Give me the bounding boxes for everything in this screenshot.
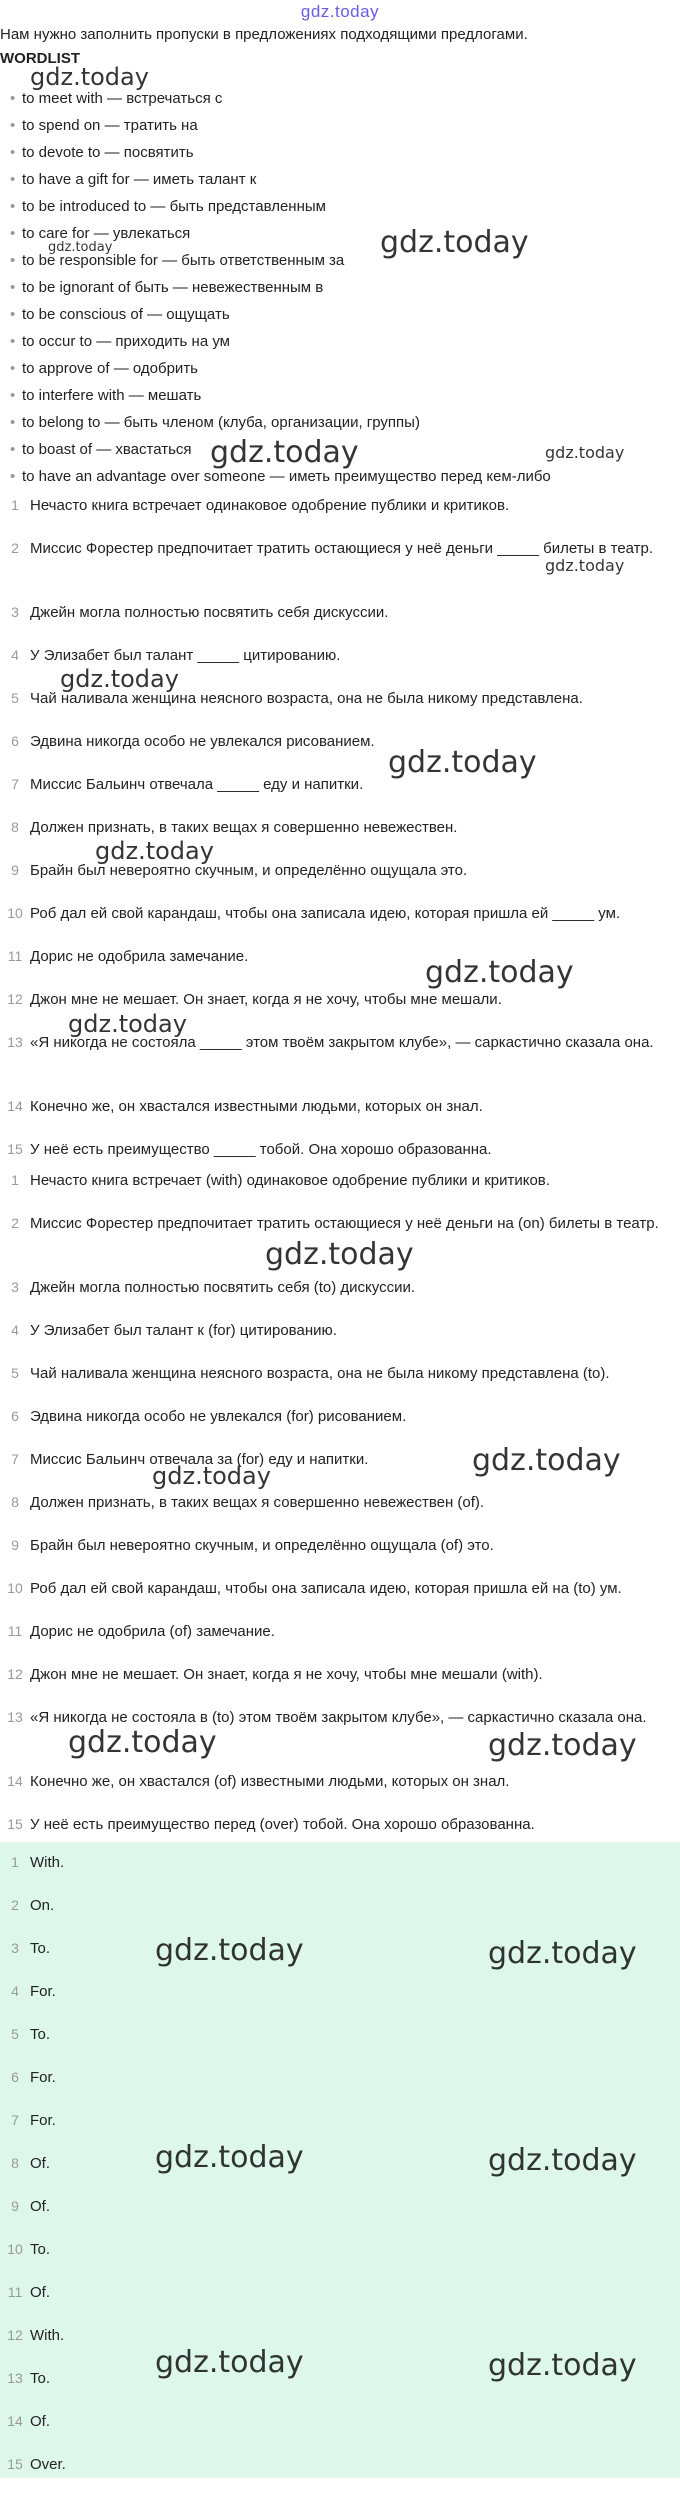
bullet-icon: • (10, 441, 16, 458)
watermark: gdz.today (545, 443, 625, 462)
watermark: gdz.today (488, 2348, 637, 2383)
wordlist-item: • to have an advantage over someone — иметь преимущество перед кем-либо (0, 463, 680, 490)
answer-item: 9 Of. (11, 2198, 51, 2215)
answer-item: 6 For. (11, 2069, 56, 2086)
bullet-icon: • (10, 387, 16, 404)
wordlist-item: • to boast of — хвастаться (0, 436, 680, 463)
answer-item: 7 For. (11, 2112, 56, 2129)
bullet-icon: • (10, 468, 16, 485)
watermark: gdz.today (68, 1725, 217, 1760)
bullet-icon: • (10, 225, 16, 242)
exercise-item: 12 Джон мне не мешает. Он знает, когда я не хочу, чтобы мне мешали. (7, 991, 502, 1008)
wordlist-item: • to have a gift for — иметь талант к (0, 166, 680, 193)
watermark: gdz.today (152, 1462, 271, 1490)
bullet-icon: • (10, 171, 16, 188)
bullet-icon: • (10, 252, 16, 269)
watermark: gdz.today (380, 225, 529, 260)
watermark: gdz.today (425, 955, 574, 990)
wordlist-item: • to meet with — встречаться с (0, 85, 680, 112)
bullet-icon: • (10, 198, 16, 215)
exercise-item: 10 Роб дал ей свой карандаш, чтобы она записала идею, которая пришла ей _____ ум. (7, 905, 621, 922)
wordlist-item: • to be responsible for — быть ответственным за (0, 247, 680, 274)
exercise-item: 8 Должен признать, в таких вещах я совершенно невежествен. (11, 819, 458, 836)
exercise-item: 14 Конечно же, он хвастался известными людьми, которых он знал. (7, 1098, 483, 1115)
watermark: gdz.today (68, 1010, 187, 1038)
filled-item: 10 Роб дал ей свой карандаш, чтобы она записала идею, которая пришла ей на (to) ум. (7, 1580, 622, 1597)
watermark: gdz.today (155, 1933, 304, 1968)
instruction-text: Нам нужно заполнить пропуски в предложениях подходящими предлогами. (0, 26, 528, 43)
bullet-icon: • (10, 333, 16, 350)
answer-item: 2 On. (11, 1897, 55, 1914)
filled-item: 11 Дорис не одобрила (of) замечание. (7, 1623, 275, 1640)
answer-item: 1 With. (11, 1854, 65, 1871)
watermark: gdz.today (210, 435, 359, 470)
wordlist-item: • to occur to — приходить на ум (0, 328, 680, 355)
filled-item: 4 У Элизабет был талант к (for) цитированию. (11, 1322, 337, 1339)
exercise-item: 4 У Элизабет был талант _____ цитированию. (11, 647, 341, 664)
watermark: gdz.today (155, 2140, 304, 2175)
watermark: gdz.today (488, 1936, 637, 1971)
filled-item: 7 Миссис Бальинч отвечала за (for) еду и напитки. (11, 1451, 369, 1468)
wordlist-item: • to be ignorant of быть — невежественным в (0, 274, 680, 301)
exercise-item: 5 Чай наливала женщина неясного возраста, она не была никому представлена. (11, 690, 583, 707)
wordlist-item: • to interfere with — мешать (0, 382, 680, 409)
wordlist (0, 85, 680, 490)
filled-item: 9 Брайн был невероятно скучным, и определённо ощущала (of) это. (11, 1537, 494, 1554)
filled-item: 1 Нечасто книга встречает (with) одинаковое одобрение публики и критиков. (11, 1172, 550, 1189)
filled-item: 8 Должен признать, в таких вещах я совершенно невежествен (of). (11, 1494, 485, 1511)
filled-item: 6 Эдвина никогда особо не увлекался (for) рисованием. (11, 1408, 407, 1425)
watermark: gdz.today (48, 240, 113, 255)
answer-item: 8 Of. (11, 2155, 51, 2172)
answer-item: 13 To. (7, 2370, 51, 2387)
answer-item: 4 For. (11, 1983, 56, 2000)
bullet-icon: • (10, 414, 16, 431)
answer-item: 14 Of. (7, 2413, 51, 2430)
wordlist-item: • to be introduced to — быть представленным (0, 193, 680, 220)
watermark: gdz.today (60, 665, 179, 693)
filled-item: 5 Чай наливала женщина неясного возраста, она не была никому представлена (to). (11, 1365, 610, 1382)
answer-item: 10 To. (7, 2241, 51, 2258)
filled-item: 14 Конечно же, он хвастался (of) известными людьми, которых он знал. (7, 1773, 510, 1790)
exercise-item: 6 Эдвина никогда особо не увлекался рисованием. (11, 733, 375, 750)
answer-item: 11 Of. (7, 2284, 51, 2301)
wordlist-item: • to be conscious of — ощущать (0, 301, 680, 328)
filled-item: 2 Миссис Форестер предпочитает тратить остающиеся у неё деньги на (on) билеты в театр. (11, 1215, 659, 1232)
answer-item: 3 To. (11, 1940, 51, 1957)
watermark: gdz.today (265, 1237, 414, 1272)
filled-item: 3 Джейн могла полностью посвятить себя (to) дискуссии. (11, 1279, 416, 1296)
filled-item: 15 У неё есть преимущество перед (over) тобой. Она хорошо образованна. (7, 1816, 535, 1833)
wordlist-item: • to belong to — быть членом (клуба, организации, группы) (0, 409, 680, 436)
exercise-item: 15 У неё есть преимущество _____ тобой. Она хорошо образованна. (7, 1141, 492, 1158)
exercise-item: 2 Миссис Форестер предпочитает тратить остающиеся у неё деньги _____ билеты в театр. (11, 540, 654, 557)
watermark: gdz.today (472, 1443, 621, 1478)
bullet-icon: • (10, 360, 16, 377)
watermark: gdz.today (155, 2345, 304, 2380)
watermark: gdz.today (545, 556, 625, 575)
filled-item: 13 «Я никогда не состояла в (to) этом твоём закрытом клубе», — саркастично сказала она. (7, 1709, 647, 1726)
watermark: gdz.today (388, 745, 537, 780)
wordlist-item: • to care for — увлекаться (0, 220, 680, 247)
watermark: gdz.today (30, 63, 149, 91)
wordlist-item: • to approve of — одобрить (0, 355, 680, 382)
bullet-icon: • (10, 90, 16, 107)
watermark: gdz.today (95, 837, 214, 865)
bullet-icon: • (10, 306, 16, 323)
bullet-icon: • (10, 279, 16, 296)
watermark: gdz.today (488, 2143, 637, 2178)
exercise-item: 7 Миссис Бальинч отвечала _____ еду и напитки. (11, 776, 364, 793)
filled-item: 12 Джон мне не мешает. Он знает, когда я не хочу, чтобы мне мешали (with). (7, 1666, 543, 1683)
wordlist-title: WORDLIST (0, 50, 80, 67)
site-logo[interactable]: gdz.today (300, 2, 380, 21)
wordlist-item: • to spend on — тратить на (0, 112, 680, 139)
exercise-item: 9 Брайн был невероятно скучным, и определённо ощущала это. (11, 862, 468, 879)
exercise-item: 3 Джейн могла полностью посвятить себя дискуссии. (11, 604, 389, 621)
answer-item: 12 With. (7, 2327, 65, 2344)
wordlist-item: • to devote to — посвятить (0, 139, 680, 166)
exercise-item: 1 Нечасто книга встречает одинаковое одобрение публики и критиков. (11, 497, 510, 514)
exercise-item: 13 «Я никогда не состояла _____ этом твоём закрытом клубе», — саркастично сказала она. (7, 1034, 654, 1051)
exercise-item: 11 Дорис не одобрила замечание. (7, 948, 249, 965)
bullet-icon: • (10, 144, 16, 161)
watermark: gdz.today (488, 1728, 637, 1763)
answer-item: 5 To. (11, 2026, 51, 2043)
answer-item: 15 Over. (7, 2456, 66, 2473)
bullet-icon: • (10, 117, 16, 134)
